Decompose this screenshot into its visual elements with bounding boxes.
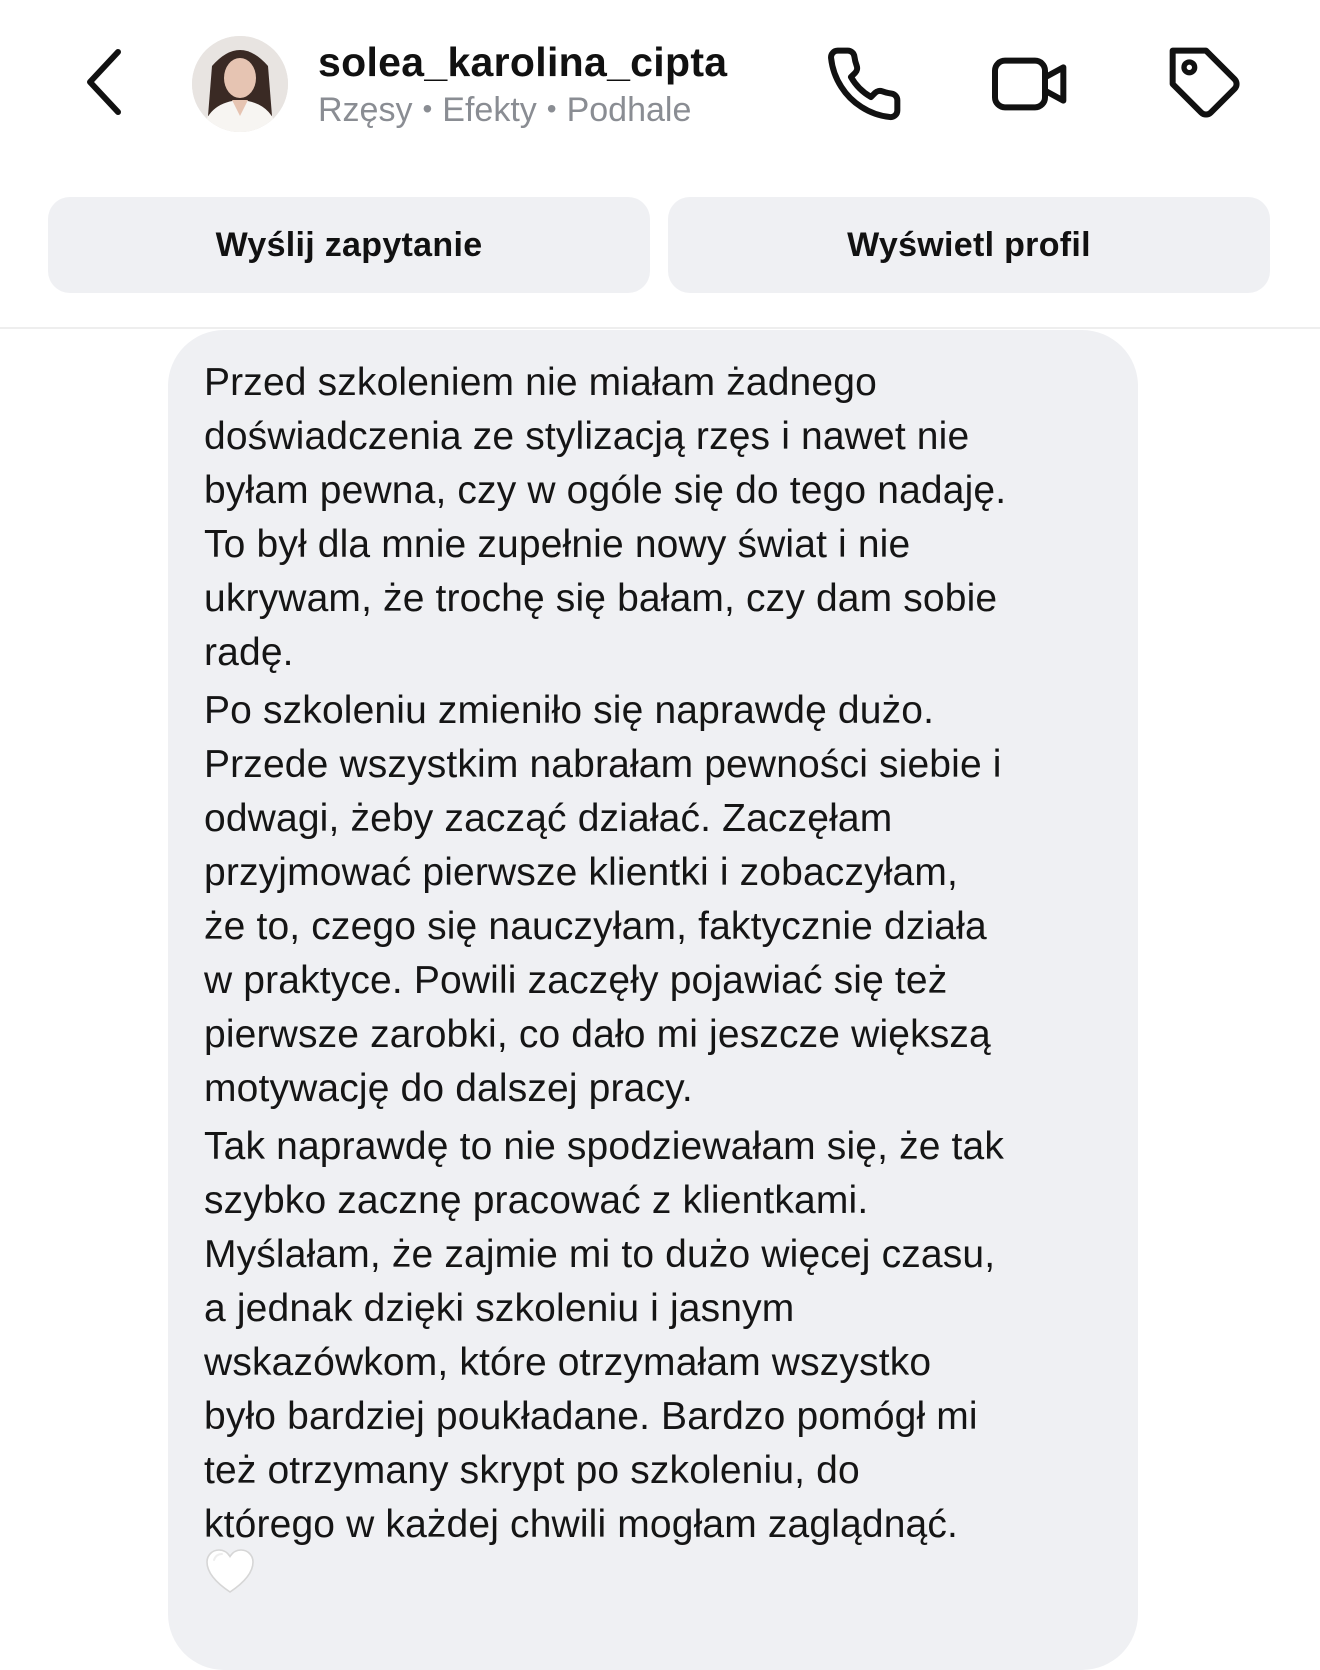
- subtitle-part: Podhale: [566, 91, 692, 129]
- chevron-left-icon: [78, 42, 138, 122]
- profile-subtitle: [318, 88, 818, 134]
- video-call-button[interactable]: [990, 44, 1070, 124]
- header-divider: [0, 327, 1320, 329]
- subtitle-part: Efekty: [442, 91, 537, 129]
- view-profile-button[interactable]: Wyświetl profil: [668, 197, 1270, 293]
- message-paragraph: Po szkoleniu zmieniło się naprawdę dużo. Przede wszystkim nabrałam pewności siebie i odwagi, żeby zacząć działać. Zaczęłam przyjmować pierwsze klientki i zobaczyłam, że to, czego się nauczyłam, faktycznie działa w praktyce. Powili zaczęły pojawiać się też pierwsze zarobki, co dało mi jeszcze większą motywację do dalszej pracy.: [204, 689, 1002, 1110]
- message-bubble[interactable]: [168, 330, 1138, 1670]
- chat-title[interactable]: [318, 36, 818, 134]
- call-button[interactable]: [824, 44, 904, 124]
- avatar[interactable]: [192, 36, 288, 132]
- send-inquiry-button[interactable]: Wyślij zapytanie: [48, 197, 650, 293]
- subtitle-separator: •: [422, 93, 433, 124]
- profile-photo-icon: [192, 36, 288, 132]
- phone-icon: [824, 44, 904, 124]
- message-paragraph: Tak naprawdę to nie spodziewałam się, że tak szybko zacznę pracować z klientkami. Myślałam, że zajmie mi to dużo więcej czasu, a jednak dzięki szkoleniu i jasnym wskazówkom, które otrzymałam wszystko było bardziej poukładane. Bardzo pomógł mi też otrzymany skrypt po szkoleniu, do którego w każdej chwili mogłam zaglądnąć.: [204, 1125, 1005, 1546]
- profile-actions: [48, 197, 1270, 293]
- message-paragraph: Przed szkoleniem nie miałam żadnego doświadczenia ze stylizacją rzęs i nawet nie byłam pewna, czy w ogóle się do tego nadaję. To był dla mnie zupełnie nowy świat i nie ukrywam, że trochę się bałam, czy dam sobie radę.: [204, 361, 1007, 674]
- message-reaction: [204, 1546, 256, 1598]
- chat-header: [0, 0, 1320, 180]
- back-button[interactable]: [78, 42, 138, 122]
- message-text: [204, 356, 1114, 1556]
- white-heart-icon: [204, 1546, 256, 1598]
- subtitle-part: Rzęsy: [318, 91, 413, 129]
- username: solea_karolina_cipta: [318, 39, 728, 85]
- subtitle-separator: •: [546, 93, 557, 124]
- tag-icon: [1166, 44, 1246, 124]
- label-button[interactable]: [1166, 44, 1246, 124]
- video-camera-icon: [990, 44, 1070, 124]
